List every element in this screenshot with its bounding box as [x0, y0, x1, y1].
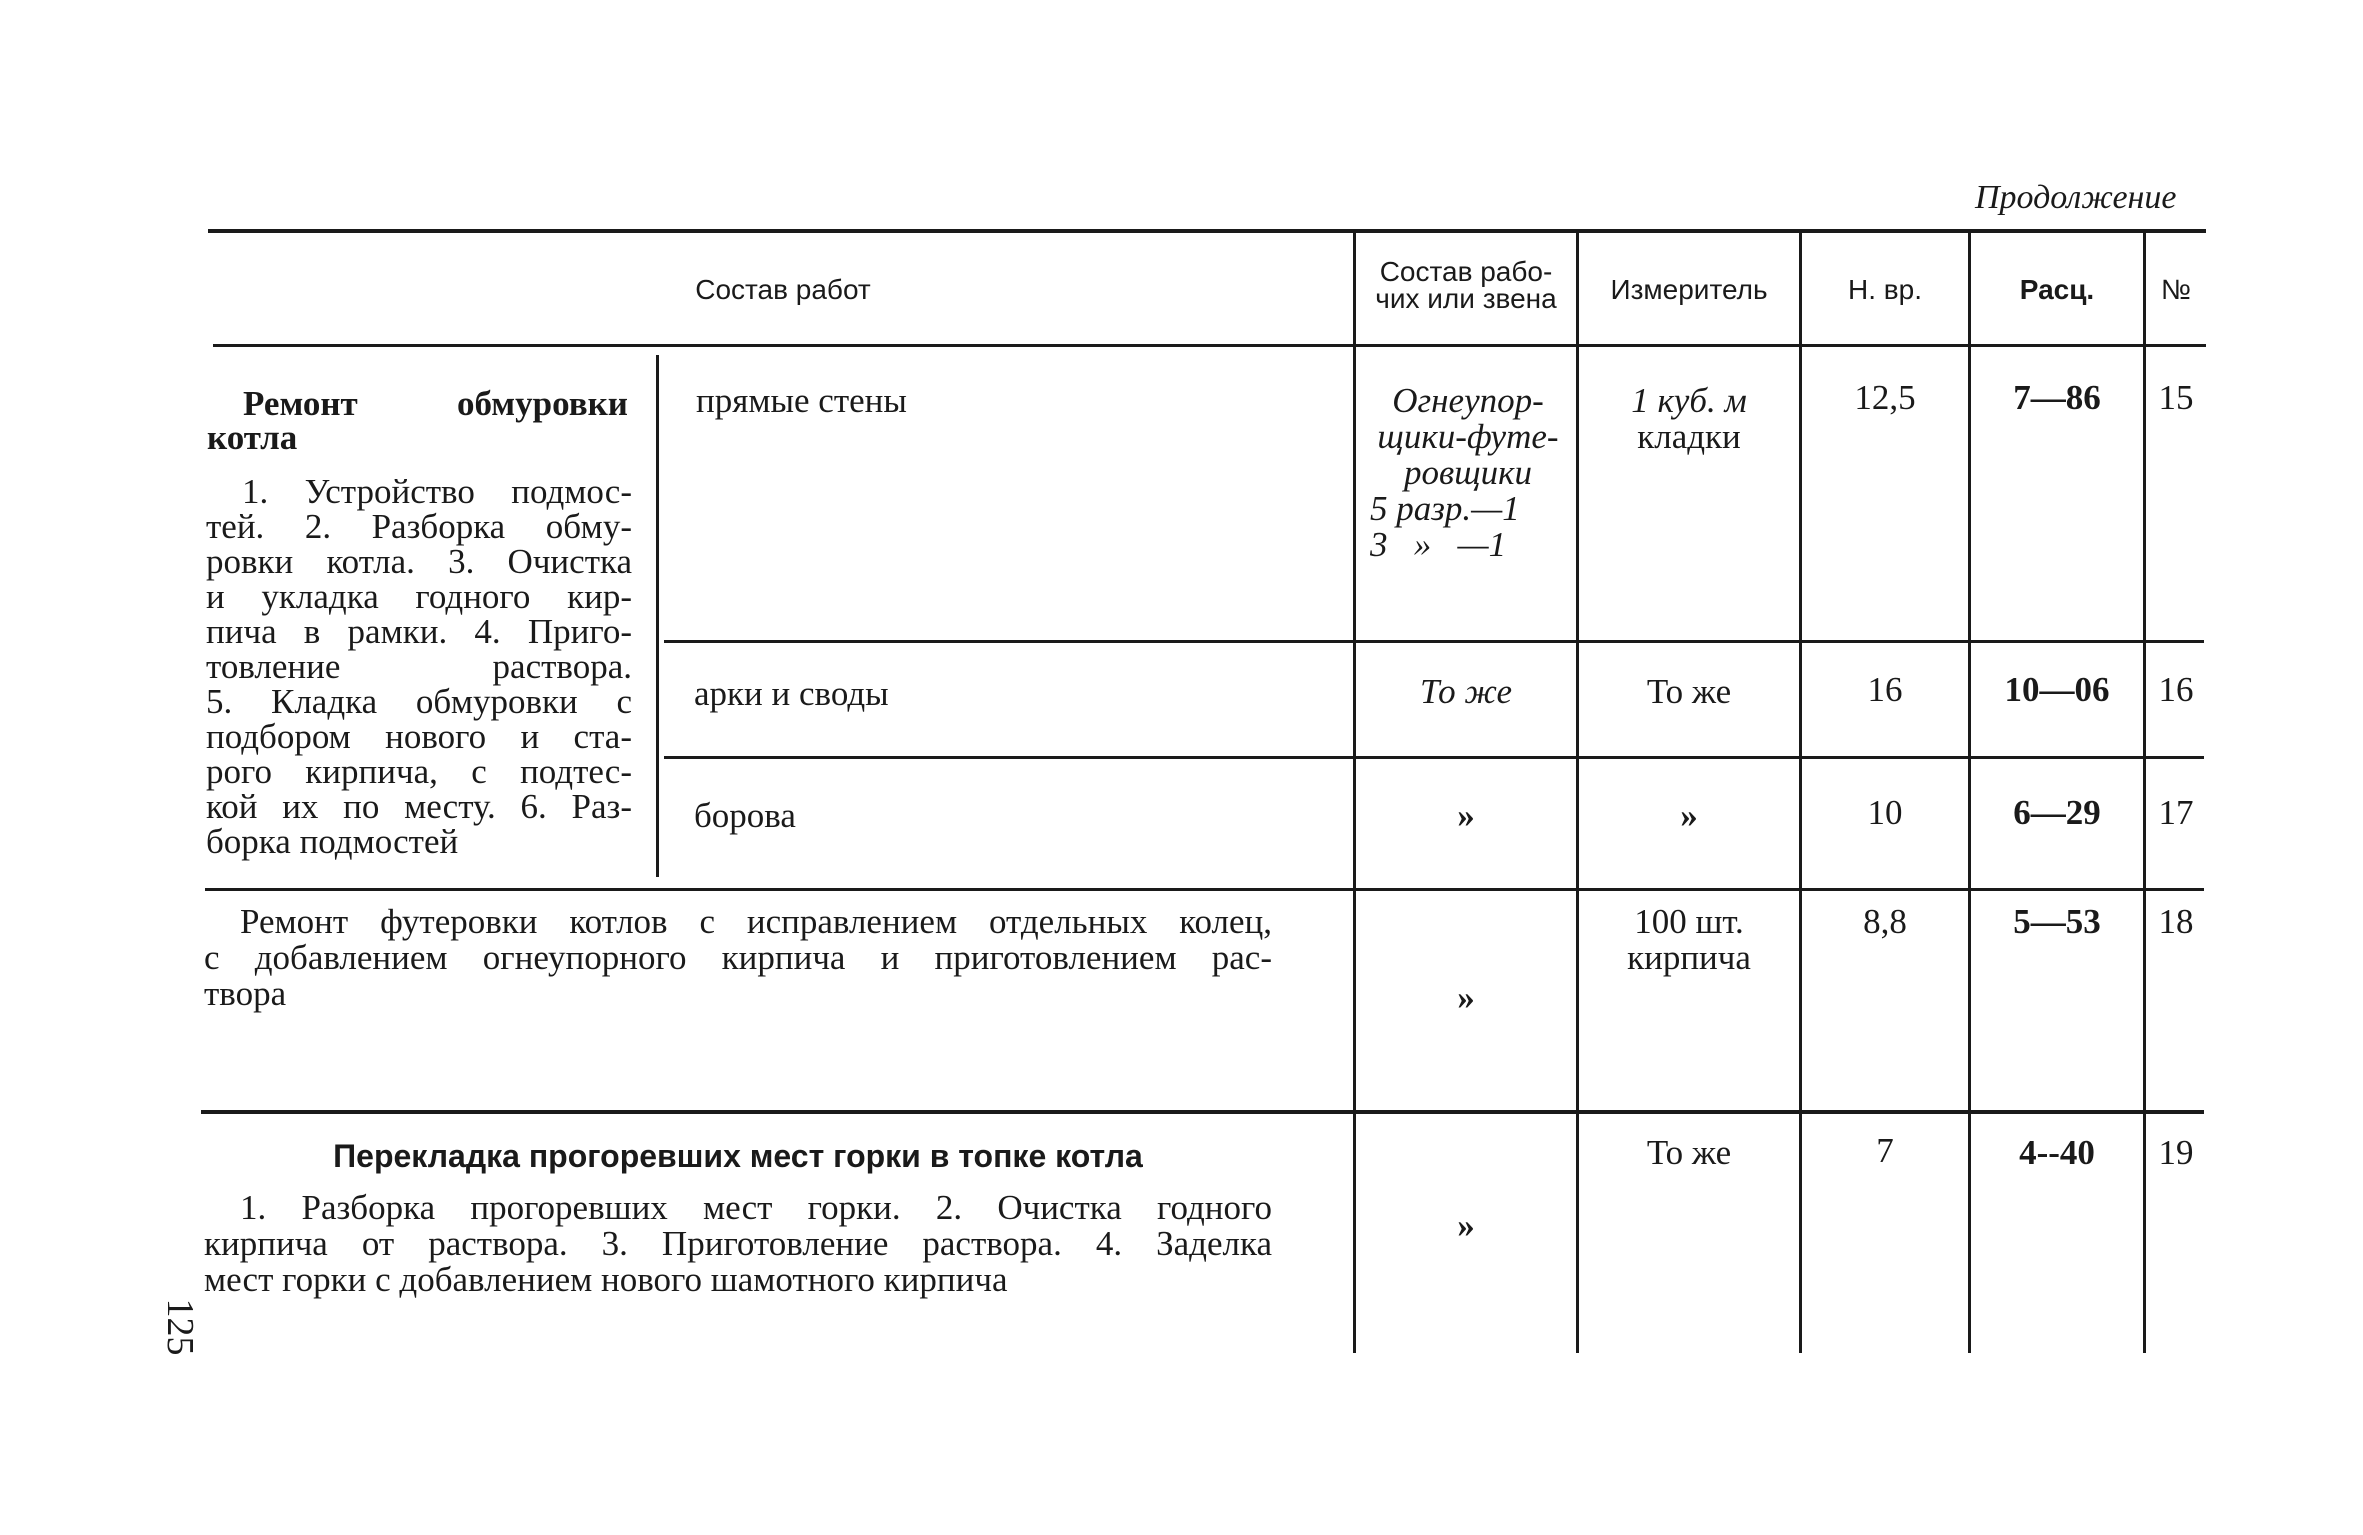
- row15-crew-line: Огнеупор-: [1392, 381, 1544, 420]
- row15-subitem: прямые стены: [696, 381, 907, 420]
- row16-crew: То же: [1419, 672, 1513, 711]
- row18-bottom-rule: [201, 1110, 2204, 1114]
- group1-title-word2: обмуровки: [457, 384, 628, 423]
- page-number: 125: [159, 1298, 201, 1356]
- group1-desc-line: тей. 2. Разборка обму-: [206, 507, 632, 546]
- group1-title-line2: котла: [207, 418, 298, 457]
- row19-crew: »: [1457, 1206, 1475, 1245]
- group1-desc-line: товление раствора.: [206, 647, 632, 686]
- table-top-rule: [208, 229, 2206, 233]
- group1-desc-line: рого кирпича, с подтес-: [206, 752, 632, 791]
- group1-desc-line: 1. Устройство подмос-: [242, 472, 632, 511]
- row17-num: 17: [2158, 793, 2194, 832]
- row17-subitem: борова: [694, 796, 796, 835]
- row15-unit-line2: кладки: [1637, 417, 1741, 456]
- row17-rate: 6—29: [2013, 793, 2101, 832]
- row15-unit-line1: 1 куб. м: [1631, 381, 1747, 420]
- row16-norm: 16: [1867, 670, 1903, 709]
- row19-num: 19: [2158, 1133, 2194, 1172]
- row15-num: 15: [2158, 378, 2194, 417]
- header-crew-line2: чих или звена: [1375, 283, 1557, 314]
- row15-bottom-rule: [664, 640, 2204, 643]
- row16-subitem: арки и своды: [694, 674, 889, 713]
- header-num: №: [2160, 274, 2192, 305]
- header-bottom-rule: [213, 344, 2206, 347]
- row15-crew-line: 3 » —1: [1370, 525, 1507, 564]
- group1-desc-line: подбором нового и ста-: [206, 717, 632, 756]
- row16-num: 16: [2158, 670, 2194, 709]
- row19-description: [204, 1190, 1272, 1298]
- row19-norm: 7: [1876, 1131, 1894, 1170]
- row16-rate: 10—06: [2004, 670, 2110, 709]
- header-rate: Расц.: [2019, 274, 2095, 305]
- group1-desc-line: ровки котла. 3. Очистка: [206, 542, 632, 581]
- group1-desc-line: пича в рамки. 4. Приго-: [206, 612, 632, 651]
- header-norm: Н. вр.: [1847, 274, 1922, 305]
- row19-unit: То же: [1646, 1133, 1732, 1172]
- row15-rate: 7—86: [2013, 378, 2101, 417]
- header-unit: Измеритель: [1610, 274, 1768, 305]
- row17-unit: »: [1680, 796, 1698, 835]
- group1-bottom-rule: [205, 888, 2204, 891]
- row18-rate: 5—53: [2013, 902, 2101, 941]
- group1-desc-line: и укладка годного кир-: [206, 577, 632, 616]
- row16-bottom-rule: [664, 756, 2204, 759]
- row16-unit: То же: [1646, 672, 1732, 711]
- row15-crew-line: щики-футе-: [1377, 417, 1559, 456]
- row19-title: Перекладка прогоревших мест горки в топке котла: [333, 1138, 1143, 1174]
- row18-norm: 8,8: [1863, 902, 1907, 941]
- col-divider-crew: [1353, 232, 1356, 1353]
- row18-desc-line: с добавлением огнеупорного кирпича и приготовлением рас-: [204, 938, 1272, 977]
- group1-desc-line: 5. Кладка обмуровки с: [206, 682, 632, 721]
- row17-norm: 10: [1867, 793, 1903, 832]
- header-crew-line1: Состав рабо-: [1379, 256, 1553, 287]
- row15-crew: [1368, 383, 1568, 563]
- row18-num: 18: [2158, 902, 2194, 941]
- group1-description: [206, 474, 632, 859]
- header-work: Состав работ: [695, 274, 871, 305]
- row19-rate: 4--40: [2019, 1133, 2095, 1172]
- row17-crew: »: [1457, 796, 1475, 835]
- row18-desc-line: Ремонт футеровки котлов с исправлением отдельных колец,: [240, 902, 1272, 941]
- row18-crew: »: [1457, 978, 1475, 1017]
- row18-desc-line: твора: [204, 974, 287, 1013]
- group1-title-word1: Ремонт: [243, 384, 358, 423]
- group1-desc-line: борка подмостей: [206, 822, 459, 861]
- row18-unit-line1: 100 шт.: [1634, 902, 1744, 941]
- row18-description: [204, 904, 1272, 1012]
- row19-desc-line: 1. Разборка прогоревших мест горки. 2. Очистка годного: [240, 1188, 1272, 1227]
- row15-norm: 12,5: [1854, 378, 1916, 417]
- group1-desc-line: кой их по месту. 6. Раз-: [206, 787, 632, 826]
- row15-crew-line: ровщики: [1404, 453, 1532, 492]
- continuation-label: Продолжение: [1975, 179, 2177, 216]
- row19-desc-line: кирпича от раствора. 3. Приготовление раствора. 4. Заделка: [204, 1224, 1272, 1263]
- row18-unit-line2: кирпича: [1627, 938, 1751, 977]
- row15-crew-line: 5 разр.—1: [1370, 489, 1520, 528]
- row19-desc-line: мест горки с добавлением нового шамотного кирпича: [204, 1260, 1008, 1299]
- group1-subdivider: [656, 355, 659, 877]
